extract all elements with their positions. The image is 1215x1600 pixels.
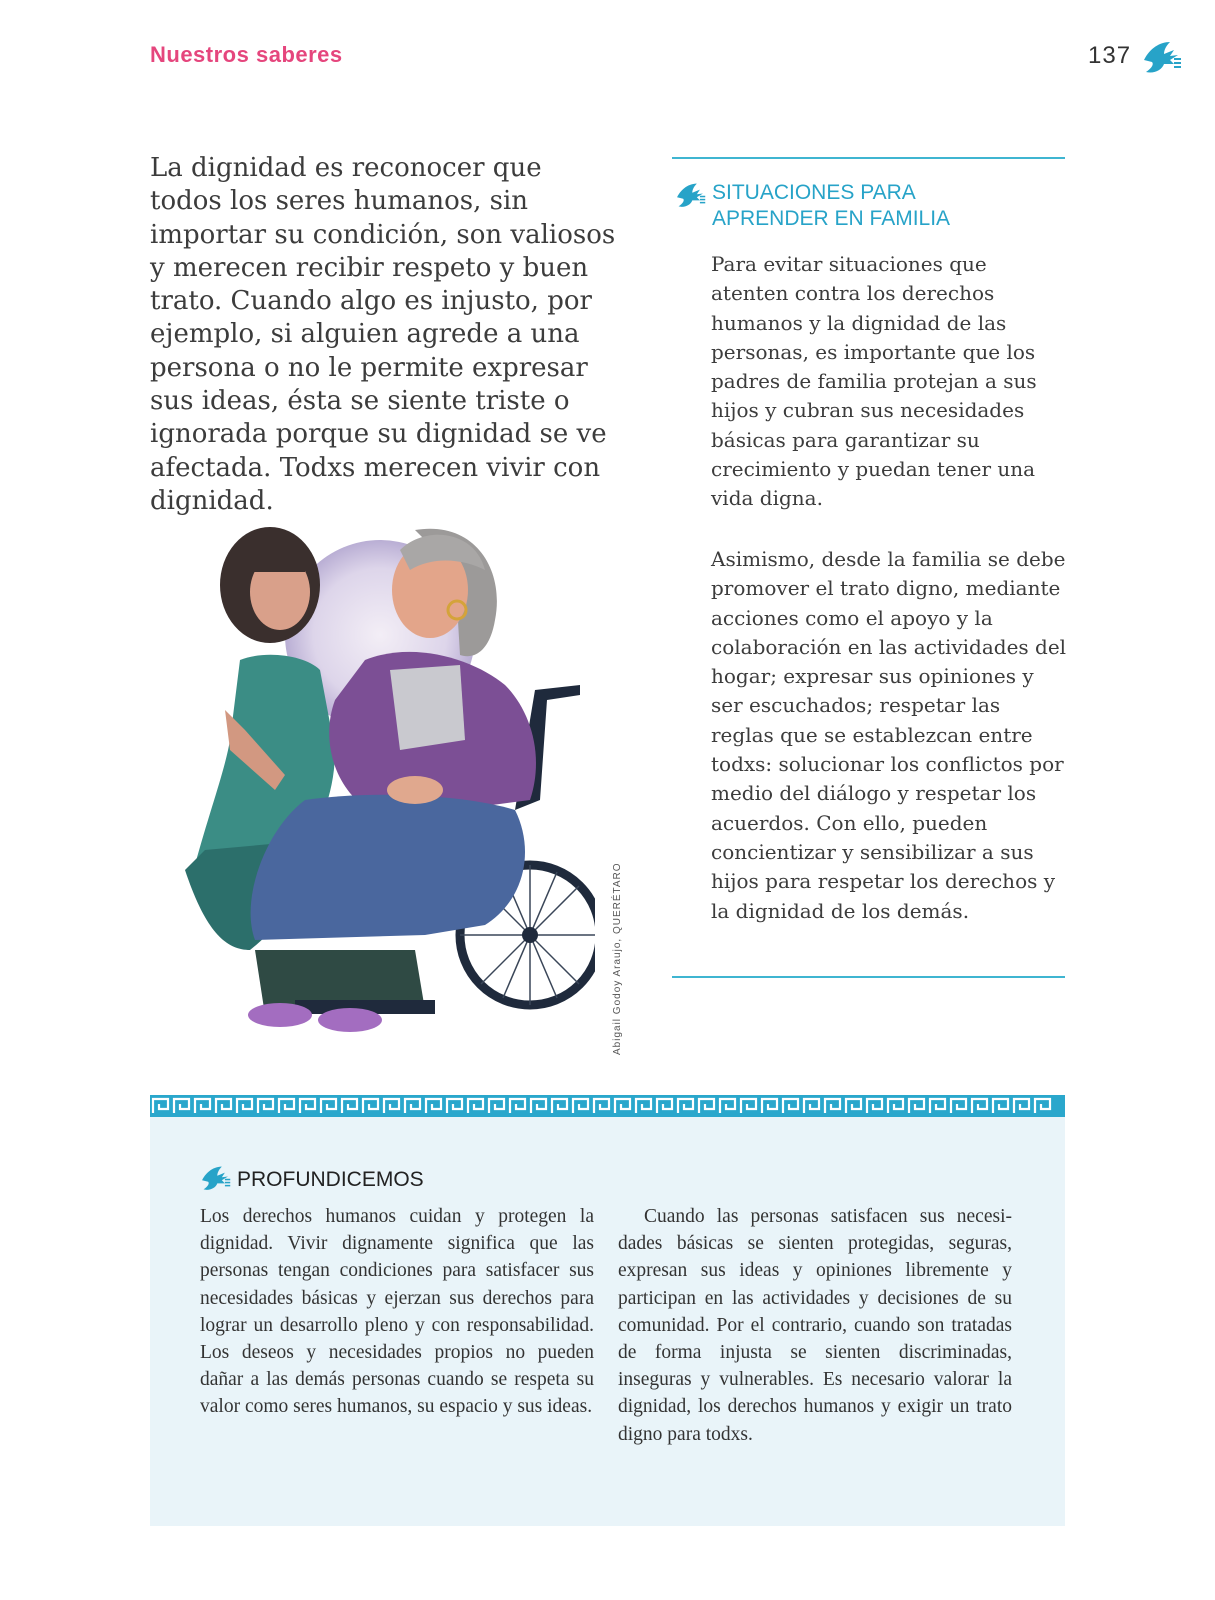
family-box-paragraph-1: Para evitar situaciones que atenten contra los derechos humanos y la dignidad de las personas, es importante que los padres de familia protejan a sus hijos y cubran sus necesidades básicas para garantizar su crecimiento y puedan tener una vida digna. bbox=[711, 252, 1037, 511]
deepen-column-1: Los derechos humanos cuidan y protegen la dignidad. Vivir dignamente significa que las personas tengan condiciones para satisfacer sus necesidades básicas y ejerzan sus derechos para lograr un desarrollo pleno y con responsabilidad. Los deseos y necesidades propios no pueden dañar a las demás personas cuando se respeta su valor como seres humanos, su espacio y sus ideas. bbox=[200, 1206, 594, 1418]
hand-bird-icon bbox=[199, 1163, 231, 1193]
section-label: Nuestros saberes bbox=[150, 42, 343, 67]
family-box-paragraph-2: Asimismo, desde la familia se debe promover el trato digno, mediante acciones como el apoyo y la colaboración en las actividades del hogar; expresar sus opiniones y ser escuchados; respetar las reglas que se establezcan entre todxs: solucionar los conflictos por medio del diálogo y respetar los acuerdos. Con ello, pueden concientizar y sensibilizar a sus hijos para respetar los derechos y la dignidad de los demás. bbox=[711, 547, 1067, 923]
illustration-credit: Abigail Godoy Araujo, QUERÉTARO bbox=[612, 862, 623, 1055]
deepen-title: PROFUNDICEMOS bbox=[237, 1168, 424, 1191]
illustration-girl-and-grandmother bbox=[185, 510, 595, 1055]
hand-bird-icon bbox=[674, 180, 706, 210]
hand-bird-icon bbox=[1140, 38, 1182, 76]
intro-paragraph: La dignidad es reconocer que todos los seres humanos, sin importar su condición, son valiosos y merecen recibir respeto y buen trato. Cuando algo es injusto, por ejemplo, si alguien agrede a una persona o no le permite expresar sus ideas, ésta se siente triste o ignorada porque su dignidad se ve afectada. Todxs merecen vivir con dignidad. bbox=[150, 153, 616, 516]
family-box-title-line2: APRENDER EN FAMILIA bbox=[712, 207, 951, 230]
family-box-title bbox=[712, 180, 1012, 232]
page-number: 137 bbox=[1088, 42, 1132, 69]
family-box-title-line1: SITUACIONES PARA bbox=[712, 181, 916, 204]
greca-border bbox=[150, 1095, 1065, 1117]
box-bottom-rule bbox=[672, 976, 1065, 978]
deepen-column-2: Cuando las personas satisfacen sus necesidades básicas se sienten protegidas, seguras, expresan sus ideas y opiniones libremente y participan en las actividades y decisiones de su comunidad. Por el contrario, cuando son tratadas de forma injusta se sienten discriminadas, inseguras y vulnerables. Es necesario valorar la dignidad, los derechos humanos y exigir un trato digno para todxs. bbox=[618, 1206, 1012, 1445]
box-top-rule bbox=[672, 157, 1065, 159]
